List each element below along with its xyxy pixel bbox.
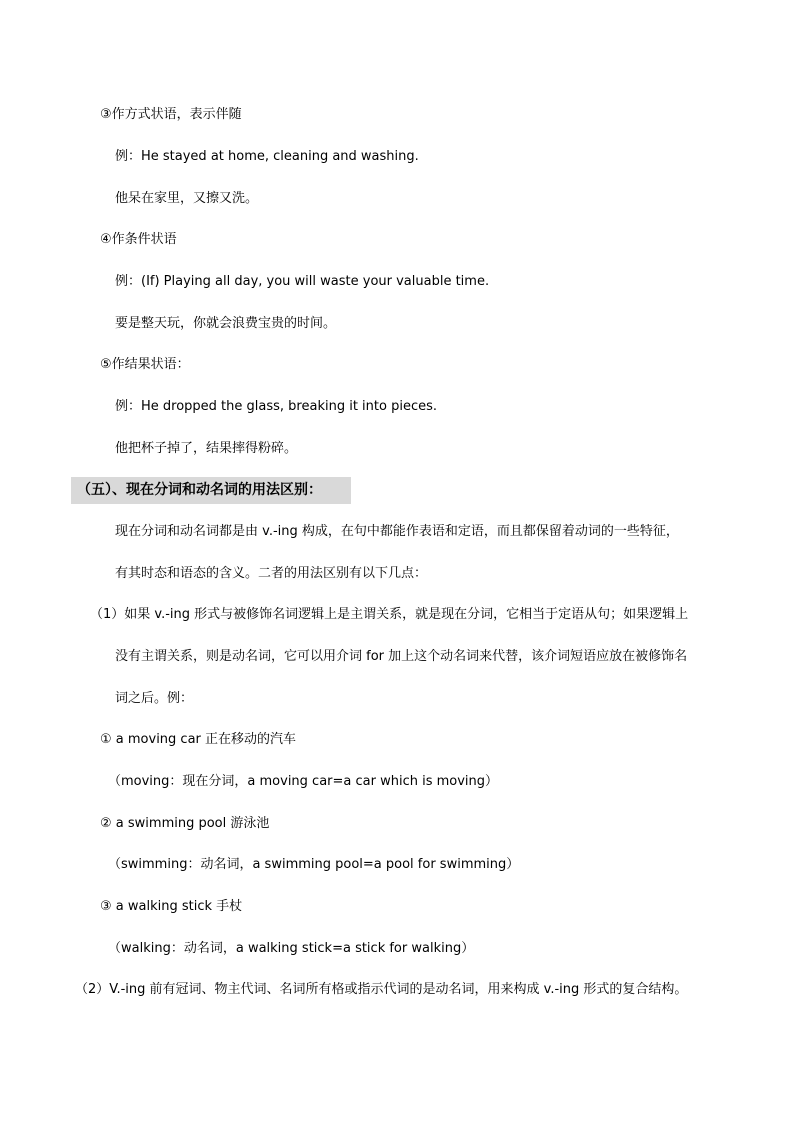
example-item: ① a moving car 正在移动的汽车 bbox=[100, 732, 297, 747]
list-item-condition-adverbial: ④作条件状语 bbox=[100, 232, 177, 247]
section-heading: （五）、现在分词和动名词的用法区别： bbox=[71, 477, 351, 504]
list-item-manner-adverbial: ③作方式状语，表示伴随 bbox=[100, 107, 242, 122]
example-sentence: 例：He stayed at home, cleaning and washing. bbox=[115, 149, 419, 164]
example-item: ② a swimming pool 游泳池 bbox=[100, 816, 270, 831]
point-1-line: 没有主谓关系，则是动名词，它可以用介词 for 加上这个动名词来代替，该介词短语应放在被修饰名 bbox=[115, 649, 688, 664]
point-1-line: （1）如果 v.-ing 形式与被修饰名词逻辑上是主谓关系，就是现在分词，它相当于定语从句；如果逻辑上 bbox=[90, 607, 689, 622]
example-explanation: （walking：动名词，a walking stick=a stick for walking） bbox=[108, 941, 475, 956]
intro-paragraph-line: 有其时态和语态的含义。二者的用法区别有以下几点： bbox=[115, 566, 428, 581]
example-sentence: 例：He dropped the glass, breaking it into pieces. bbox=[115, 399, 437, 414]
example-explanation: （moving：现在分词，a moving car=a car which is moving） bbox=[108, 774, 499, 789]
example-translation: 要是整天玩，你就会浪费宝贵的时间。 bbox=[115, 316, 337, 331]
example-explanation: （swimming：动名词，a swimming pool=a pool for swimming） bbox=[108, 857, 520, 872]
point-1-line: 词之后。例： bbox=[115, 691, 194, 706]
list-item-result-adverbial: ⑤作结果状语： bbox=[100, 357, 190, 372]
example-translation: 他呆在家里，又擦又洗。 bbox=[115, 191, 259, 206]
example-translation: 他把杯子掉了，结果摔得粉碎。 bbox=[115, 441, 298, 456]
intro-paragraph-line: 现在分词和动名词都是由 v.-ing 构成，在句中都能作表语和定语，而且都保留着动词的一些特征， bbox=[115, 524, 679, 539]
point-2-line: （2）V.-ing 前有冠词、物主代词、名词所有格或指示代词的是动名词，用来构成 v.-ing 形式的复合结构。 bbox=[75, 982, 688, 997]
example-sentence: 例：(If) Playing all day, you will waste your valuable time. bbox=[115, 274, 490, 289]
example-item: ③ a walking stick 手杖 bbox=[100, 899, 243, 914]
